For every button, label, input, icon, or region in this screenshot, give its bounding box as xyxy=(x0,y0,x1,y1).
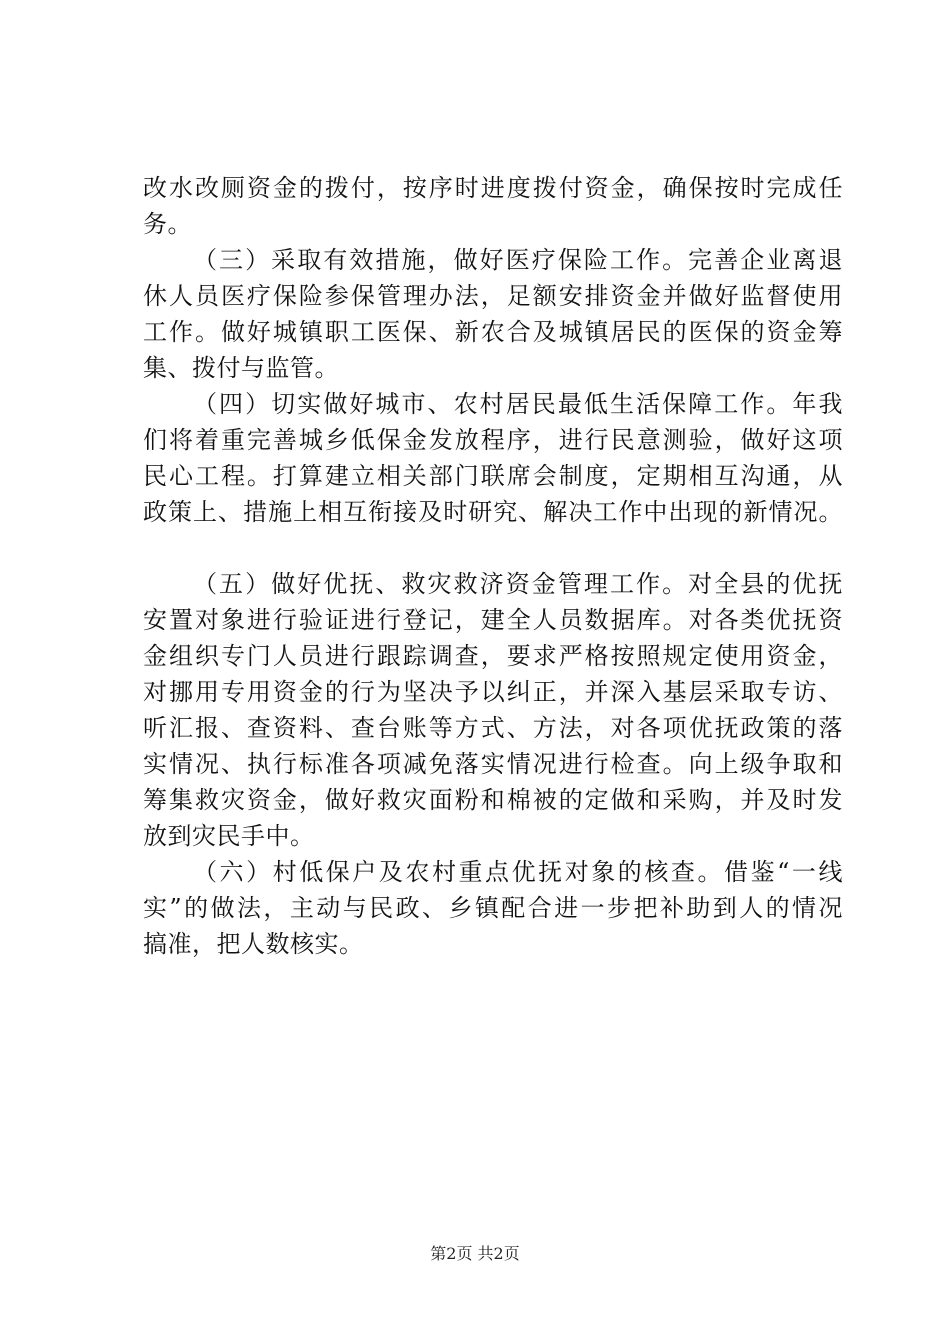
paragraph-line: （六）村低保户及农村重点优抚对象的核查。借鉴“一线 xyxy=(193,858,843,886)
paragraph-line: 金组织专门人员进行跟踪调查，要求严格按照规定使用资金， xyxy=(143,642,843,670)
paragraph-gap xyxy=(143,530,843,566)
paragraph-line: （四）切实做好城市、农村居民最低生活保障工作。年我 xyxy=(193,390,843,418)
paragraph-line: 工作。做好城镇职工医保、新农合及城镇居民的医保的资金筹 xyxy=(143,318,843,346)
paragraph-line: 务。 xyxy=(143,210,192,238)
paragraph-line: 放到灾民手中。 xyxy=(143,822,315,850)
document-body xyxy=(143,170,843,962)
paragraph-line: 实”的做法，主动与民政、乡镇配合进一步把补助到人的情况 xyxy=(143,894,843,922)
paragraph-line: 休人员医疗保险参保管理办法，足额安排资金并做好监督使用 xyxy=(143,282,843,310)
paragraph-line: 听汇报、查资料、查台账等方式、方法，对各项优抚政策的落 xyxy=(143,714,843,742)
paragraph-line: 们将着重完善城乡低保金发放程序，进行民意测验，做好这项 xyxy=(143,426,843,454)
paragraph-line: （三）采取有效措施，做好医疗保险工作。完善企业离退 xyxy=(193,246,843,274)
paragraph-line: 实情况、执行标准各项减免落实情况进行检查。向上级争取和 xyxy=(143,750,843,778)
paragraph-line: 改水改厕资金的拨付，按序时进度拨付资金，确保按时完成任 xyxy=(143,174,843,202)
page-number-footer: 第2页 共2页 xyxy=(430,1244,520,1263)
paragraph-line: 对挪用专用资金的行为坚决予以纠正，并深入基层采取专访、 xyxy=(143,678,843,706)
paragraph-line: 民心工程。打算建立相关部门联席会制度，定期相互沟通，从 xyxy=(143,462,843,490)
paragraph-line: 安置对象进行验证进行登记，建全人员数据库。对各类优抚资 xyxy=(143,606,843,634)
paragraph-line: 搞准，把人数核实。 xyxy=(143,930,364,958)
paragraph-line: 筹集救灾资金，做好救灾面粉和棉被的定做和采购，并及时发 xyxy=(143,786,843,814)
paragraph-line: 集、拨付与监管。 xyxy=(143,354,339,382)
paragraph-line: 政策上、措施上相互衔接及时研究、解决工作中出现的新情况。 xyxy=(143,498,843,526)
paragraph-line: （五）做好优抚、救灾救济资金管理工作。对全县的优抚 xyxy=(193,570,843,598)
